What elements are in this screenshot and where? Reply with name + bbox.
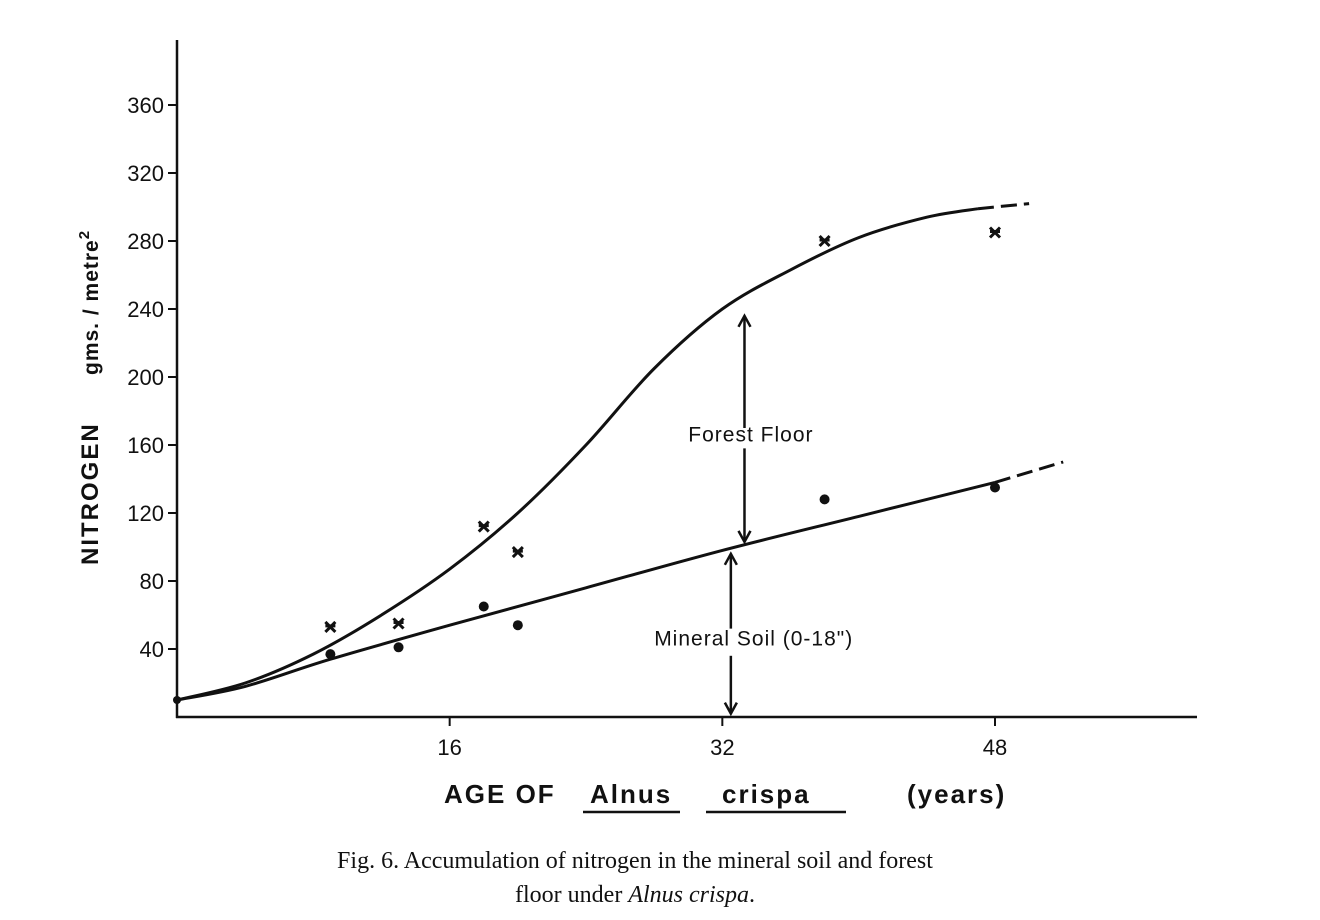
x-axis-label-prefix: AGE OF	[444, 779, 556, 809]
mineral-soil-dot-marker	[479, 602, 489, 612]
mineral-soil-dot-marker	[820, 494, 830, 504]
x-tick-label: 48	[982, 735, 1008, 760]
origin-dot-marker	[173, 696, 181, 704]
y-axis-unit-sup: 2	[76, 229, 93, 240]
figure-caption-line1: Fig. 6. Accumulation of nitrogen in the mineral soil and forest	[337, 848, 933, 874]
mineral-soil-dot-marker	[325, 649, 335, 659]
figure-caption-line2	[0, 878, 1270, 912]
mineral-soil-dot-marker	[990, 483, 1000, 493]
mineral-soil-curve	[177, 482, 995, 700]
forest-floor-total-x-marker	[990, 228, 1000, 238]
annotation-mineral-soil: Mineral Soil (0-18")	[654, 627, 854, 651]
forest-floor-total-x-marker	[513, 547, 523, 557]
y-tick-label: 80	[139, 569, 164, 594]
x-tick-label: 32	[710, 735, 735, 760]
y-tick-label: 40	[139, 637, 164, 662]
caption-line2-italic: Alnus crispa	[628, 882, 749, 908]
y-axis-unit	[76, 230, 103, 375]
y-tick-label: 320	[127, 161, 164, 186]
caption-line2-prefix: floor under	[515, 882, 629, 908]
forest-floor-total-x-marker	[394, 619, 404, 629]
y-tick-label: 280	[127, 229, 164, 254]
forest-floor-total-x-marker	[479, 522, 489, 532]
chart-axes	[176, 40, 1197, 718]
forest-floor-total-x-marker	[325, 622, 335, 632]
y-axis-unit-text: gms. / metre	[80, 239, 103, 375]
forest-floor-total-curve	[177, 209, 978, 700]
annotation-forest-floor: Forest Floor	[688, 423, 814, 447]
mineral-soil-dot-marker	[394, 642, 404, 652]
forest-floor-total-curve-dashed	[978, 204, 1029, 209]
y-tick-label: 360	[127, 93, 164, 118]
mineral-soil-dot-marker	[513, 620, 523, 630]
y-tick-label: 160	[127, 433, 164, 458]
chart-curves	[177, 204, 1063, 700]
x-axis-label-species: crispa	[722, 779, 811, 809]
x-tick-label: 16	[437, 735, 462, 760]
chart-arrows	[725, 316, 751, 714]
y-axis-label: NITROGEN	[77, 422, 104, 565]
x-axis-label-suffix: (years)	[907, 779, 1007, 809]
y-tick-label: 120	[127, 501, 164, 526]
y-tick-label: 240	[127, 297, 164, 322]
chart-markers	[173, 228, 1000, 705]
mineral-soil-curve-dashed	[995, 462, 1063, 482]
chart-ticks	[127, 93, 1007, 760]
caption-line2-suffix: .	[748, 882, 755, 908]
forest-floor-total-x-marker	[820, 236, 830, 246]
x-axis-label-genus: Alnus	[590, 779, 673, 809]
y-tick-label: 200	[127, 365, 164, 390]
